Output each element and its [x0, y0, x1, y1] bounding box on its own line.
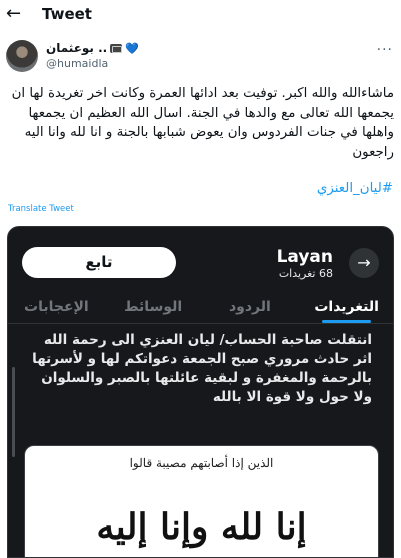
embedded-post-text: انتقلت صاحبة الحساب/ ليان العنزي الى رحمة الله اثر حادث مروري صبح الجمعة دعواتكم لها و لأسرتها بالرحمة والمغفرة و لبقية عائلتها بالصبر والسلوان ولا حول ولا قوة الا بالله — [32, 332, 372, 405]
hashtag-link[interactable]: #ليان_العنزي — [316, 181, 393, 196]
verse-small-text: الذين إذا أصابتهم مصيبة قالوا — [129, 456, 274, 470]
tab-tweets: التغريدات — [298, 291, 394, 323]
verse-large-text: إنا لله وإنا إليه — [96, 506, 307, 548]
arrow-right-icon: → — [349, 248, 379, 278]
author-block — [46, 40, 366, 70]
divider — [8, 323, 394, 324]
profile-tweet-count: 68 تغريدات — [278, 267, 333, 280]
author-handle[interactable]: @humaidla — [46, 57, 109, 70]
tab-likes: الإعجابات — [24, 299, 89, 315]
author-name[interactable]: بوعثمان .. — [46, 41, 108, 55]
profile-tabs — [8, 291, 394, 323]
blue-heart-icon: 💙 — [125, 41, 139, 55]
tweet-media-image[interactable] — [7, 226, 394, 558]
top-bar — [0, 0, 401, 30]
tab-media: الوسائط — [124, 299, 183, 315]
arrow-left-icon[interactable]: ← — [6, 3, 22, 24]
more-options-icon[interactable]: ··· — [376, 42, 393, 58]
tweet-text: ماشاءالله والله اكبر. توفيت بعد ادائها العمرة وكانت اخر تغريدة لها ان يجمعها الله تعالى مع والدها في الجنة. اسال الله العظيم ان يجمعها واهلها في جنات الفردوس وان يعوض شبابها بالجنة و انا لله وانا اليه راجعون — [11, 86, 394, 160]
computer-icon — [110, 44, 122, 53]
scrollbar — [12, 367, 15, 457]
profile-name: Layan — [276, 247, 333, 267]
follow-button: تابع — [22, 247, 176, 278]
avatar[interactable] — [6, 40, 38, 72]
condolence-card-image — [24, 445, 379, 558]
tab-replies: الردود — [228, 299, 271, 315]
page-title: Tweet — [42, 5, 92, 23]
translate-tweet-link[interactable]: Translate Tweet — [8, 204, 74, 214]
